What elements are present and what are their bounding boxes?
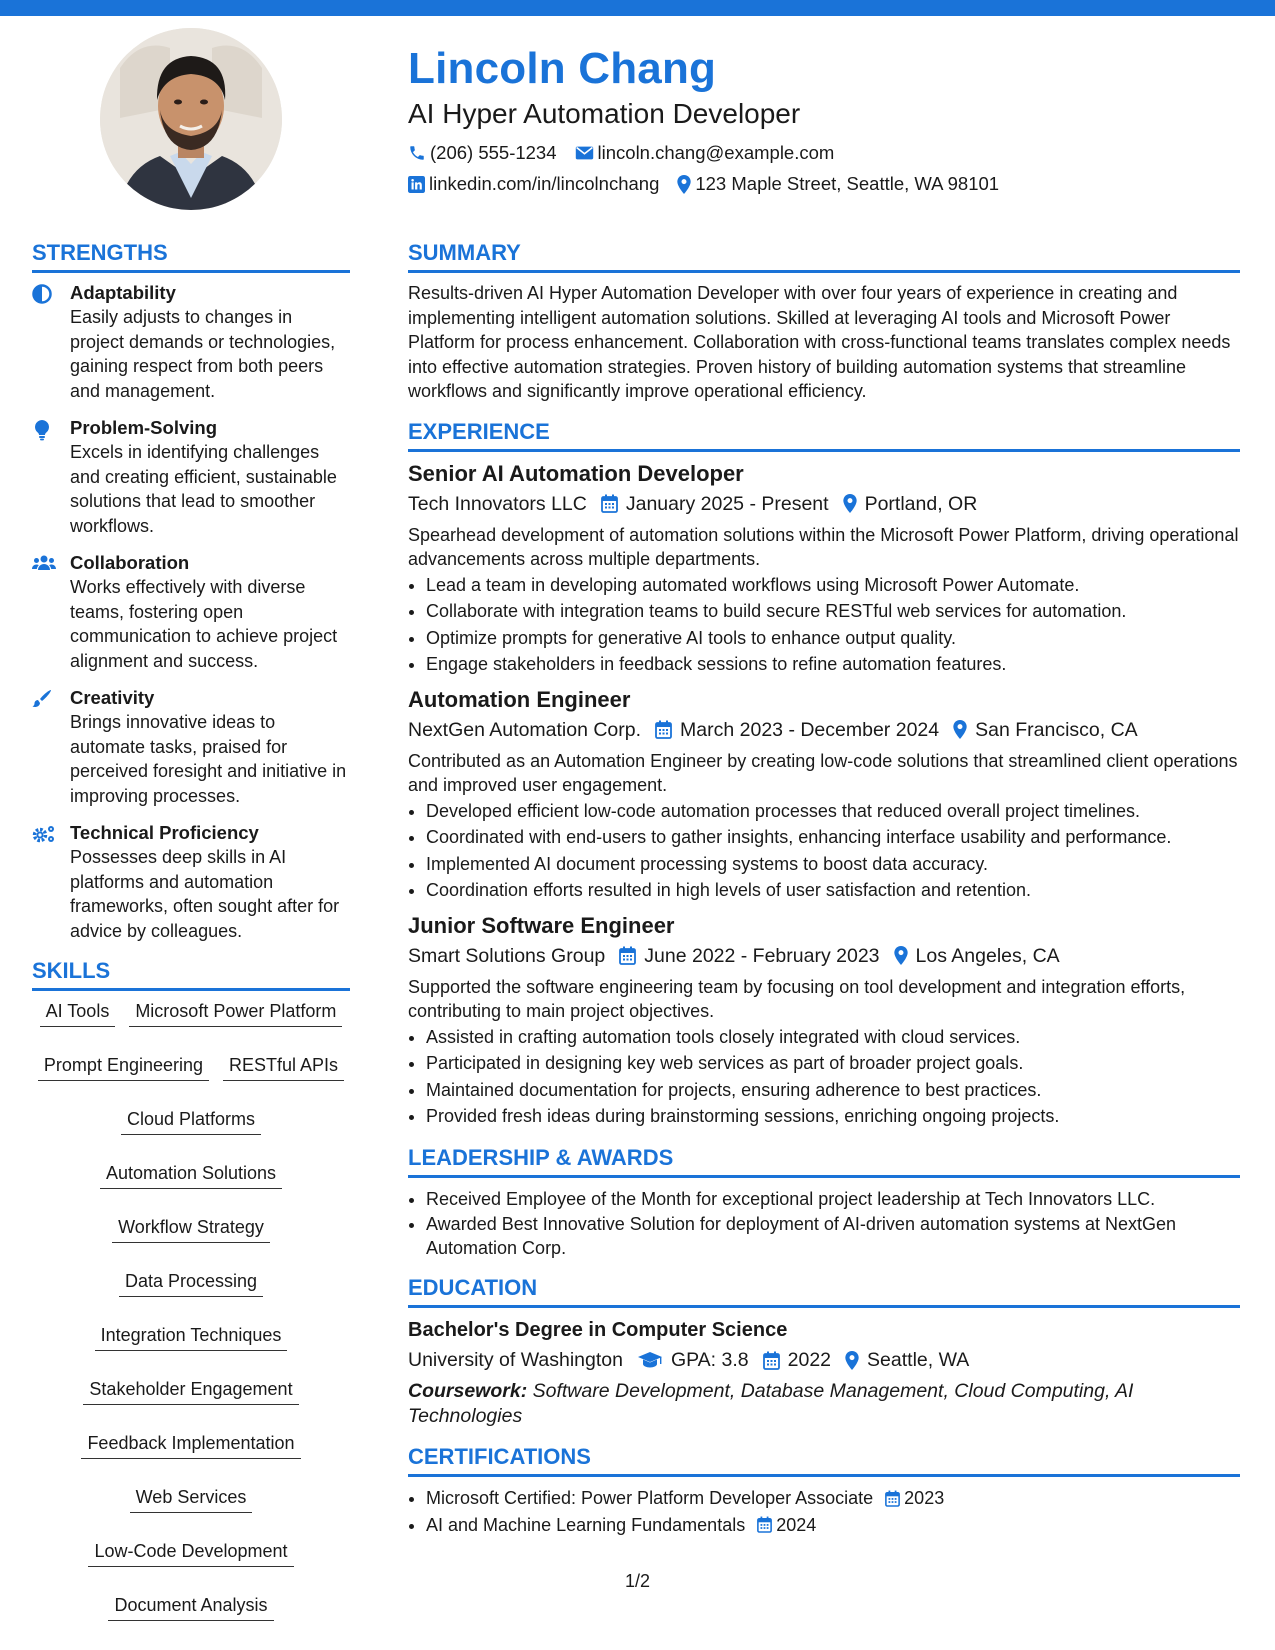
cert-name: • AI and Machine Learning Fundamentals [426, 1514, 746, 1535]
job-location-text: San Francisco, CA [975, 718, 1138, 741]
skill-tag: Microsoft Power Platform [129, 999, 342, 1027]
gpa-text: GPA: 3.8 [670, 1349, 749, 1371]
skill-tag: AI Tools [40, 999, 116, 1027]
strength-desc: Excels in identifying challenges and creating efficient, sustainable solutions that lead to smoother workflows. [70, 442, 337, 536]
skill-tag: Workflow Strategy [112, 1215, 270, 1243]
strengths-heading: STRENGTHS [32, 238, 350, 273]
job-company: Smart Solutions Group [408, 944, 606, 967]
list-item: • Engage stakeholders in feedback sessions to refine automation features. [426, 651, 1240, 678]
job-dates [655, 717, 939, 743]
summary-heading: SUMMARY [408, 238, 1240, 273]
calendar-icon [655, 720, 672, 739]
certifications-heading: CERTIFICATIONS [408, 1442, 1240, 1477]
summary-section [408, 238, 1240, 404]
linkedin-text: linkedin.com/in/lincolnchang [429, 173, 660, 194]
job-dates [619, 943, 879, 969]
education-heading: EDUCATION [408, 1273, 1240, 1308]
list-item: • Coordinated with end-users to gather insights, enhancing interface usability and performance. [426, 824, 1240, 851]
job-description: Spearhead development of automation solutions within the Microsoft Power Platform, driving operational advancements across multiple departments. [408, 524, 1239, 569]
strength-desc: Possesses deep skills in AI platforms and automation frameworks, often sought after for advice by colleagues. [70, 847, 340, 941]
year-text: 2022 [787, 1349, 832, 1371]
strength-name: Technical Proficiency [70, 822, 259, 843]
education-meta [408, 1347, 1240, 1373]
gears-icon [32, 824, 56, 844]
list-item: • Coordination efforts resulted in high levels of user satisfaction and retention. [426, 877, 1240, 904]
contact-row-2 [408, 171, 1238, 197]
job-location [953, 717, 1138, 743]
address-text: 123 Maple Street, Seattle, WA 98101 [695, 173, 1000, 194]
job-dates-text: June 2022 - February 2023 [644, 944, 880, 967]
skill-tag: Low-Code Development [88, 1539, 293, 1567]
cert-year: 2024 [776, 1514, 817, 1535]
skill-tag: Cloud Platforms [121, 1107, 261, 1135]
phone-text: (206) 555-1234 [430, 142, 557, 163]
strength-item [32, 551, 350, 673]
job-bullets [408, 572, 1240, 678]
certifications-section [408, 1442, 1240, 1538]
list-item: • Assisted in crafting automation tools closely integrated with cloud services. [426, 1024, 1240, 1051]
map-pin-icon [953, 720, 967, 739]
list-item: • Collaborate with integration teams to build secure RESTful web services for automation. [426, 598, 1240, 625]
job-meta [408, 717, 1240, 743]
strength-item [32, 281, 350, 403]
phone-contact[interactable] [408, 140, 557, 166]
paintbrush-icon [32, 689, 52, 709]
job-entry [408, 912, 1240, 1130]
skill-tag: RESTful APIs [223, 1053, 344, 1081]
email-text: lincoln.chang@example.com [597, 142, 835, 163]
awards-heading: LEADERSHIP & AWARDS [408, 1143, 1240, 1178]
job-dates-text: March 2023 - December 2024 [680, 718, 940, 741]
school-location [845, 1347, 969, 1373]
email-contact[interactable] [575, 140, 835, 166]
calendar-icon [757, 1516, 772, 1533]
skill-tag: Prompt Engineering [38, 1053, 209, 1081]
map-pin-icon [894, 946, 908, 965]
strength-name: Creativity [70, 687, 155, 708]
map-pin-icon [677, 175, 691, 194]
calendar-icon [619, 946, 636, 965]
strength-desc: Brings innovative ideas to automate tasks, praised for perceived foresight and initiative in improving processes. [70, 712, 347, 806]
candidate-name: Lincoln Chang [408, 44, 717, 93]
job-title: Automation Engineer [408, 686, 631, 712]
resume-header [408, 42, 1238, 197]
job-location-text: Los Angeles, CA [915, 944, 1060, 967]
calendar-icon [763, 1351, 780, 1370]
skill-tag: Automation Solutions [100, 1161, 282, 1189]
list-item: • Received Employee of the Month for exceptional project leadership at Tech Innovators LLC. [426, 1186, 1240, 1213]
strength-name: Adaptability [70, 282, 176, 303]
graduation-year [763, 1347, 831, 1373]
skill-tag: Web Services [130, 1485, 253, 1513]
half-circle-icon [32, 284, 52, 304]
job-entry [408, 686, 1240, 904]
job-entry [408, 460, 1240, 678]
lightbulb-icon [32, 419, 52, 441]
job-title: Senior AI Automation Developer [408, 460, 744, 486]
list-item: • Provided fresh ideas during brainstorming sessions, enriching ongoing projects. [426, 1103, 1240, 1130]
page-number: 1/2 [624, 1571, 651, 1591]
list-item [426, 1485, 1240, 1512]
list-item: • Awarded Best Innovative Solution for deployment of AI-driven automation systems at NextGen Automation Corp. [426, 1212, 1240, 1260]
skills-list [32, 999, 350, 1621]
graduation-cap-icon [637, 1351, 663, 1369]
candidate-title: AI Hyper Automation Developer [408, 98, 801, 129]
coursework-text: Software Development, Database Management, Cloud Computing, AI Technologies [408, 1380, 1134, 1427]
address-contact [677, 171, 999, 197]
list-item: • Participated in designing key web services as part of broader project goals. [426, 1050, 1240, 1077]
location-text: Seattle, WA [867, 1349, 970, 1371]
strength-item [32, 416, 350, 538]
job-dates [601, 491, 829, 517]
school-name: University of Washington [408, 1349, 623, 1371]
experience-section [408, 417, 1240, 1130]
strength-desc: Works effectively with diverse teams, fostering open communication to achieve project alignment and success. [70, 577, 338, 671]
awards-section [408, 1143, 1240, 1261]
experience-heading: EXPERIENCE [408, 417, 1240, 452]
right-column [408, 238, 1240, 1538]
cert-name: • Microsoft Certified: Power Platform Developer Associate [426, 1488, 874, 1508]
summary-text: Results-driven AI Hyper Automation Developer with over four years of experience in creating and implementing intelligent automation solutions. Skilled at leveraging AI tools and Microsoft Power Platform for process enhancement. Collaboration with cross-functional teams translates complex needs into effective automation strategies. Proven history of building automation systems that streamline workflows and significantly improve operational efficiency. [408, 283, 1231, 401]
strength-desc: Easily adjusts to changes in project demands or technologies, gaining respect from both peers and management. [70, 307, 336, 401]
job-bullets [408, 798, 1240, 904]
list-item: • Implemented AI document processing systems to boost data accuracy. [426, 851, 1240, 878]
job-location-text: Portland, OR [864, 492, 978, 515]
strengths-list [32, 281, 350, 943]
skill-tag: Document Analysis [108, 1593, 273, 1621]
job-description: Supported the software engineering team by focusing on tool development and integration efforts, contributing to main project objectives. [408, 976, 1186, 1021]
list-item: • Developed efficient low-code automation processes that reduced overall project timelines. [426, 798, 1240, 825]
job-description: Contributed as an Automation Engineer by creating low-code solutions that streamlined client operations and improved user engagement. [408, 750, 1238, 795]
envelope-icon [575, 145, 594, 161]
linkedin-contact[interactable] [408, 171, 659, 197]
map-pin-icon [845, 1351, 859, 1370]
degree-name: Bachelor's Degree in Computer Science [408, 1319, 788, 1341]
profile-photo [100, 28, 282, 210]
gpa [637, 1347, 749, 1373]
list-item: • Optimize prompts for generative AI tools to enhance output quality. [426, 625, 1240, 652]
strength-name: Problem-Solving [70, 417, 217, 438]
job-location [843, 491, 978, 517]
strength-item [32, 686, 350, 808]
coursework [408, 1379, 1240, 1429]
strength-item [32, 821, 350, 943]
map-pin-icon [843, 494, 857, 513]
job-title: Junior Software Engineer [408, 912, 675, 938]
calendar-icon [885, 1490, 900, 1507]
job-location [894, 943, 1060, 969]
skill-tag: Integration Techniques [95, 1323, 288, 1351]
job-meta [408, 491, 1240, 517]
top-accent-bar [0, 0, 1275, 16]
list-item: • Maintained documentation for projects, ensuring adherence to best practices. [426, 1077, 1240, 1104]
linkedin-icon [408, 176, 425, 193]
skill-tag: Stakeholder Engagement [83, 1377, 298, 1405]
left-column [32, 238, 350, 1621]
list-item [426, 1512, 1240, 1539]
job-company: NextGen Automation Corp. [408, 718, 642, 741]
awards-list [408, 1186, 1240, 1261]
calendar-icon [601, 494, 618, 513]
skills-heading: SKILLS [32, 956, 350, 991]
phone-icon [408, 144, 426, 162]
coursework-label: Coursework: [408, 1380, 528, 1402]
strength-name: Collaboration [70, 552, 190, 573]
skill-tag: Data Processing [119, 1269, 263, 1297]
contact-row-1 [408, 140, 1238, 166]
list-item: • Lead a team in developing automated workflows using Microsoft Power Automate. [426, 572, 1240, 599]
job-meta [408, 943, 1240, 969]
cert-year: 2023 [904, 1488, 945, 1508]
job-dates-text: January 2025 - Present [625, 492, 829, 515]
users-icon [32, 554, 56, 572]
job-company: Tech Innovators LLC [408, 492, 587, 515]
job-bullets [408, 1024, 1240, 1130]
education-section [408, 1273, 1240, 1429]
certifications-list [408, 1485, 1240, 1538]
skill-tag: Feedback Implementation [81, 1431, 300, 1459]
